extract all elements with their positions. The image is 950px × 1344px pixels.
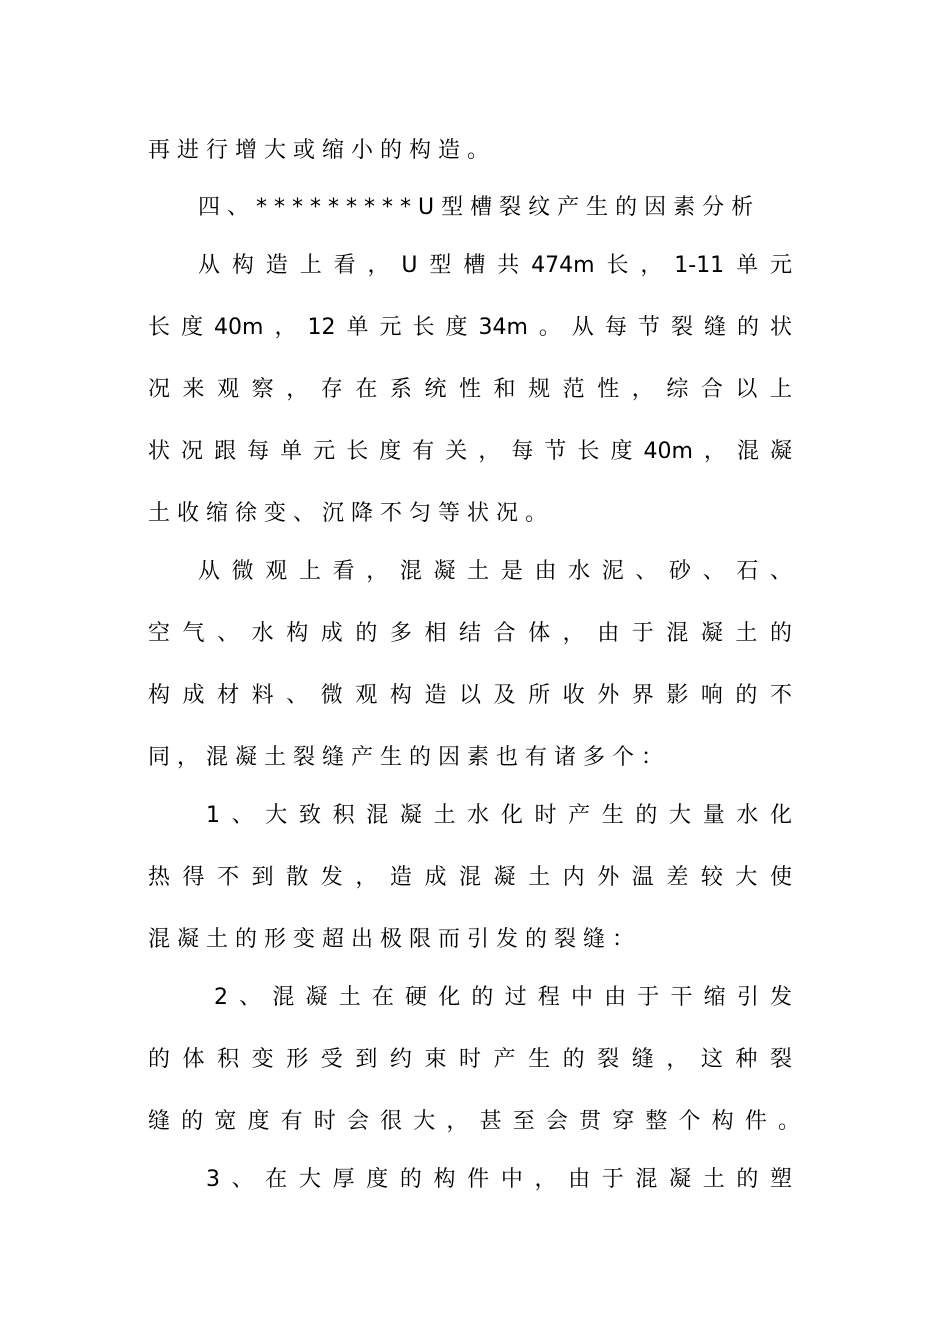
paragraph-line: 再进行增大或缩小的构造。 xyxy=(148,138,497,163)
paragraph-line: 的体积变形受到约束时产生的裂缝，这种裂 xyxy=(148,1047,792,1072)
paragraph-line: 混凝土的形变超出极限而引发的裂缝： xyxy=(148,927,642,952)
paragraph-line: 土收缩徐变、沉降不匀等状况。 xyxy=(148,501,555,526)
numbered-item: 3、在大厚度的构件中，由于混凝土的塑 xyxy=(206,1167,792,1192)
paragraph-line: 热得不到散发，造成混凝土内外温差较大使 xyxy=(148,865,792,890)
paragraph-line: 缝的宽度有时会很大，甚至会贯穿整个构件。 xyxy=(148,1109,800,1134)
numbered-item: 2、混凝土在硬化的过程中由于干缩引发 xyxy=(214,985,792,1010)
section-heading: 四、*********U型槽裂纹产生的因素分析 xyxy=(198,195,761,220)
paragraph-line: 长度40m，12单元长度34m。从每节裂缝的状 xyxy=(148,315,792,340)
paragraph-line: 况来观察，存在系统性和规范性，综合以上 xyxy=(148,377,792,402)
paragraph-line: 空气、水构成的多相结合体，由于混凝土的 xyxy=(148,621,792,646)
paragraph-line: 从微观上看，混凝土是由水泥、砂、石、 xyxy=(198,559,792,584)
numbered-item: 1、大致积混凝土水化时产生的大量水化 xyxy=(206,803,792,828)
paragraph-line: 从构造上看，U型槽共474m长，1-11单元 xyxy=(198,253,792,278)
paragraph-line: 构成材料、微观构造以及所收外界影响的不 xyxy=(148,683,792,708)
paragraph-line: 同，混凝土裂缝产生的因素也有诸多个： xyxy=(148,745,671,770)
paragraph-line: 状况跟每单元长度有关，每节长度40m，混凝 xyxy=(148,439,792,464)
